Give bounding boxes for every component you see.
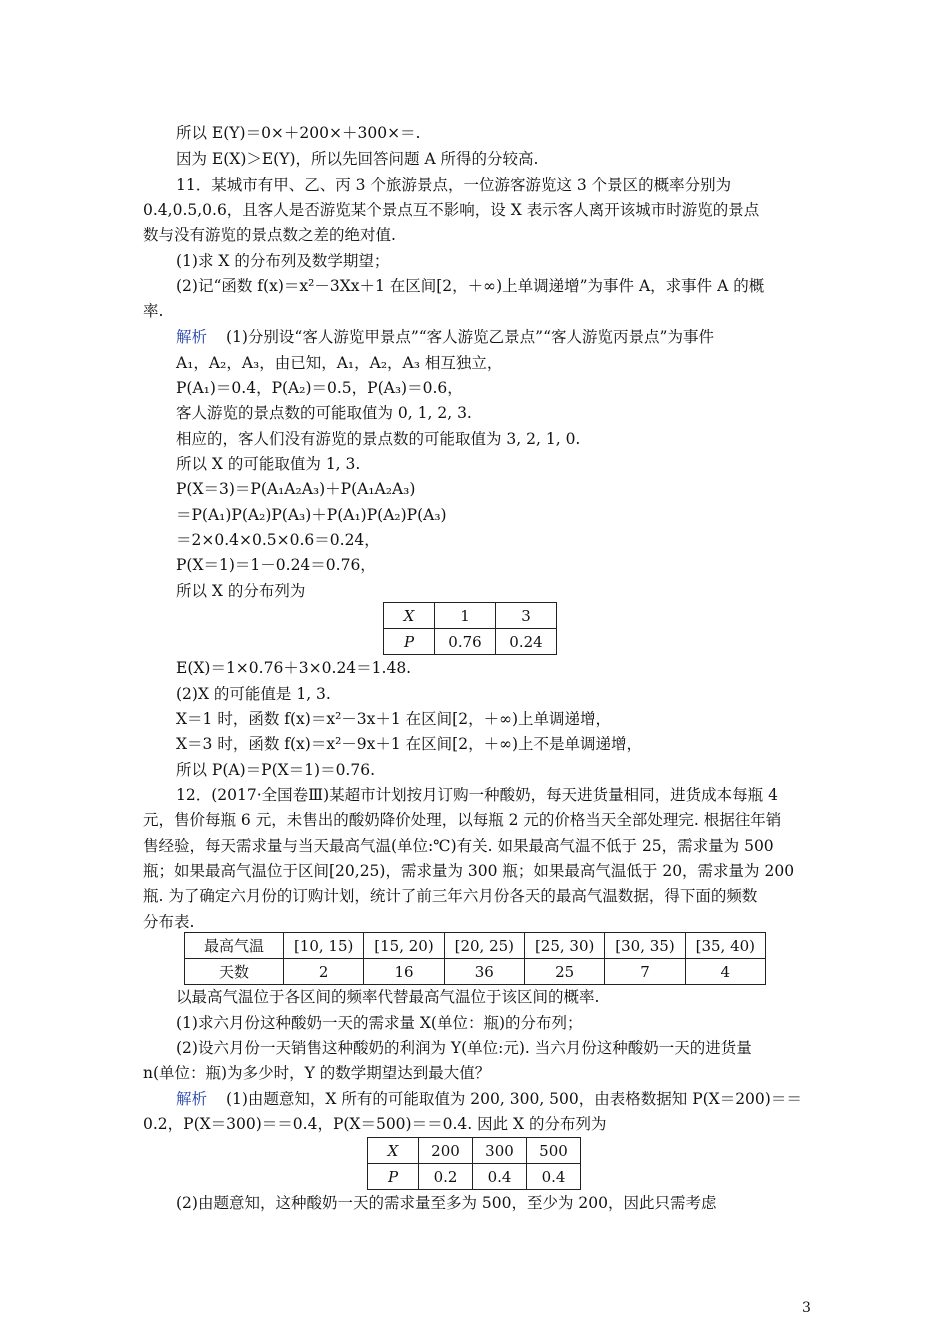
text-line: (2)由题意知，这种酸奶一天的需求量至多为 500，至少为 200，因此只需考虑 [176, 1194, 717, 1212]
text-line: 瓶；如果最高气温位于区间[20,25)，需求量为 300 瓶；如果最高气温低于 20，需求量为 200 [143, 862, 795, 880]
table-cell: 0.4 [527, 1164, 581, 1190]
text-line: 所以 X 的可能取值为 1, 3. [176, 455, 361, 473]
text-line: 瓶. 为了确定六月份的订购计划，统计了前三年六月份各天的最高气温数据，得下面的频数 [143, 887, 758, 905]
table-cell: [10, 15) [284, 933, 364, 959]
frequency-table [184, 932, 766, 985]
text-line: E(X)＝1×0.76＋3×0.24＝1.48. [176, 659, 412, 677]
text-line: X＝1 时，函数 f(x)＝x²－3x＋1 在区间[2，＋∞)上单调递增， [176, 710, 612, 728]
text-line: ＝P(A₁)P(A₂)P(A₃)＋P(A₁)P(A₂)P(A₃) [176, 506, 447, 524]
text-line: (2)设六月份一天销售这种酸奶的利润为 Y(单位:元). 当六月份这种酸奶一天的进货量 [176, 1039, 752, 1057]
solution-label: 解析 [176, 1090, 208, 1108]
table-cell: 3 [496, 603, 557, 629]
table-cell: 25 [524, 959, 604, 985]
table-cell: 200 [419, 1138, 473, 1164]
text-line: P(A₁)＝0.4，P(A₂)＝0.5，P(A₃)＝0.6， [176, 379, 463, 397]
text-line: 售经验，每天需求量与当天最高气温(单位:℃)有关. 如果最高气温不低于 25，需求量为 500 [143, 837, 774, 855]
table-cell: 36 [444, 959, 524, 985]
table-row [368, 1138, 581, 1164]
table-row [185, 959, 766, 985]
text-line: P(X＝1)＝1－0.24＝0.76， [176, 556, 376, 574]
text-line: 0.2，P(X＝300)＝＝0.4，P(X＝500)＝＝0.4. 因此 X 的分布列为 [143, 1115, 607, 1133]
solution-line [176, 1088, 802, 1110]
text-line: 所以 E(Y)＝0×＋200×＋300×＝. [176, 124, 421, 142]
text-line: 所以 X 的分布列为 [176, 582, 306, 600]
text-line: (2)X 的可能值是 1, 3. [176, 685, 331, 703]
table-cell: [35, 40) [685, 933, 765, 959]
text-line: 所以 P(A)＝P(X＝1)＝0.76. [176, 761, 376, 779]
text-line: ＝2×0.4×0.5×0.6＝0.24， [176, 531, 380, 549]
text-line: 数与没有游览的景点数之差的绝对值. [143, 226, 396, 244]
table-row [185, 933, 766, 959]
text-line: 以最高气温位于各区间的频率代替最高气温位于该区间的概率. [176, 988, 600, 1006]
table-cell: 天数 [185, 959, 284, 985]
text-line: 因为 E(X)＞E(Y)，所以先回答问题 A 所得的分较高. [176, 150, 539, 168]
table-cell: 16 [364, 959, 444, 985]
table-cell: 7 [605, 959, 685, 985]
table-cell: [20, 25) [444, 933, 524, 959]
page-number: 3 [802, 1300, 811, 1316]
table-cell: P [384, 629, 435, 655]
question-12: 12．(2017·全国卷Ⅲ)某超市计划按月订购一种酸奶，每天进货量相同，进货成本每瓶 4 [176, 786, 778, 804]
text-line: n(单位：瓶)为多少时，Y 的数学期望达到最大值？ [143, 1064, 491, 1082]
question-11: 11．某城市有甲、乙、丙 3 个旅游景点，一位游客游览这 3 个景区的概率分别为 [176, 176, 732, 194]
solution-text: (1)分别设“客人游览甲景点”“客人游览乙景点”“客人游览丙景点”为事件 [225, 328, 714, 346]
table-cell: 500 [527, 1138, 581, 1164]
text-line: (1)求六月份这种酸奶一天的需求量 X(单位：瓶)的分布列； [176, 1014, 583, 1032]
text-line: X＝3 时，函数 f(x)＝x²－9x＋1 在区间[2，＋∞)上不是单调递增， [176, 735, 643, 753]
text-line: 客人游览的景点数的可能取值为 0, 1, 2, 3. [176, 404, 472, 422]
text-line: 分布表. [143, 913, 195, 931]
table-cell: 最高气温 [185, 933, 284, 959]
table-cell: P [368, 1164, 419, 1190]
table-cell: 0.2 [419, 1164, 473, 1190]
solution-text: (1)由题意知，X 所有的可能取值为 200, 300, 500，由表格数据知 P(X＝200)＝＝ [225, 1090, 802, 1108]
table-cell: [25, 30) [524, 933, 604, 959]
text-line: P(X＝3)＝P(A₁A₂A₃)＋P(A₁A₂A₃) [176, 480, 416, 498]
table-cell: [30, 35) [605, 933, 685, 959]
table-cell: 0.4 [473, 1164, 527, 1190]
table-cell: 4 [685, 959, 765, 985]
text-line: 率. [143, 302, 164, 320]
text-line: (2)记“函数 f(x)＝x²－3Xx＋1 在区间[2，＋∞)上单调递增”为事件 A，求事件 A 的概 [176, 277, 765, 295]
solution-label: 解析 [176, 328, 208, 346]
distribution-table-1 [383, 602, 557, 655]
table-cell: 2 [284, 959, 364, 985]
table-cell: X [368, 1138, 419, 1164]
text-line: A₁，A₂，A₃，由已知，A₁，A₂，A₃ 相互独立， [176, 354, 503, 372]
solution-line [176, 326, 714, 348]
table-cell: 1 [435, 603, 496, 629]
text-line: 元，售价每瓶 6 元，未售出的酸奶降价处理，以每瓶 2 元的价格当天全部处理完. 根据往年销 [143, 811, 782, 829]
table-cell: X [384, 603, 435, 629]
table-cell: 300 [473, 1138, 527, 1164]
table-row [384, 603, 557, 629]
distribution-table-2 [367, 1137, 581, 1190]
text-line: 相应的，客人们没有游览的景点数的可能取值为 3, 2, 1, 0. [176, 430, 581, 448]
text-line: 0.4,0.5,0.6，且客人是否游览某个景点互不影响，设 X 表示客人离开该城市时游览的景点 [143, 201, 760, 219]
table-row [384, 629, 557, 655]
table-cell: 0.24 [496, 629, 557, 655]
text-line: (1)求 X 的分布列及数学期望； [176, 252, 390, 270]
table-cell: 0.76 [435, 629, 496, 655]
table-row [368, 1164, 581, 1190]
table-cell: [15, 20) [364, 933, 444, 959]
